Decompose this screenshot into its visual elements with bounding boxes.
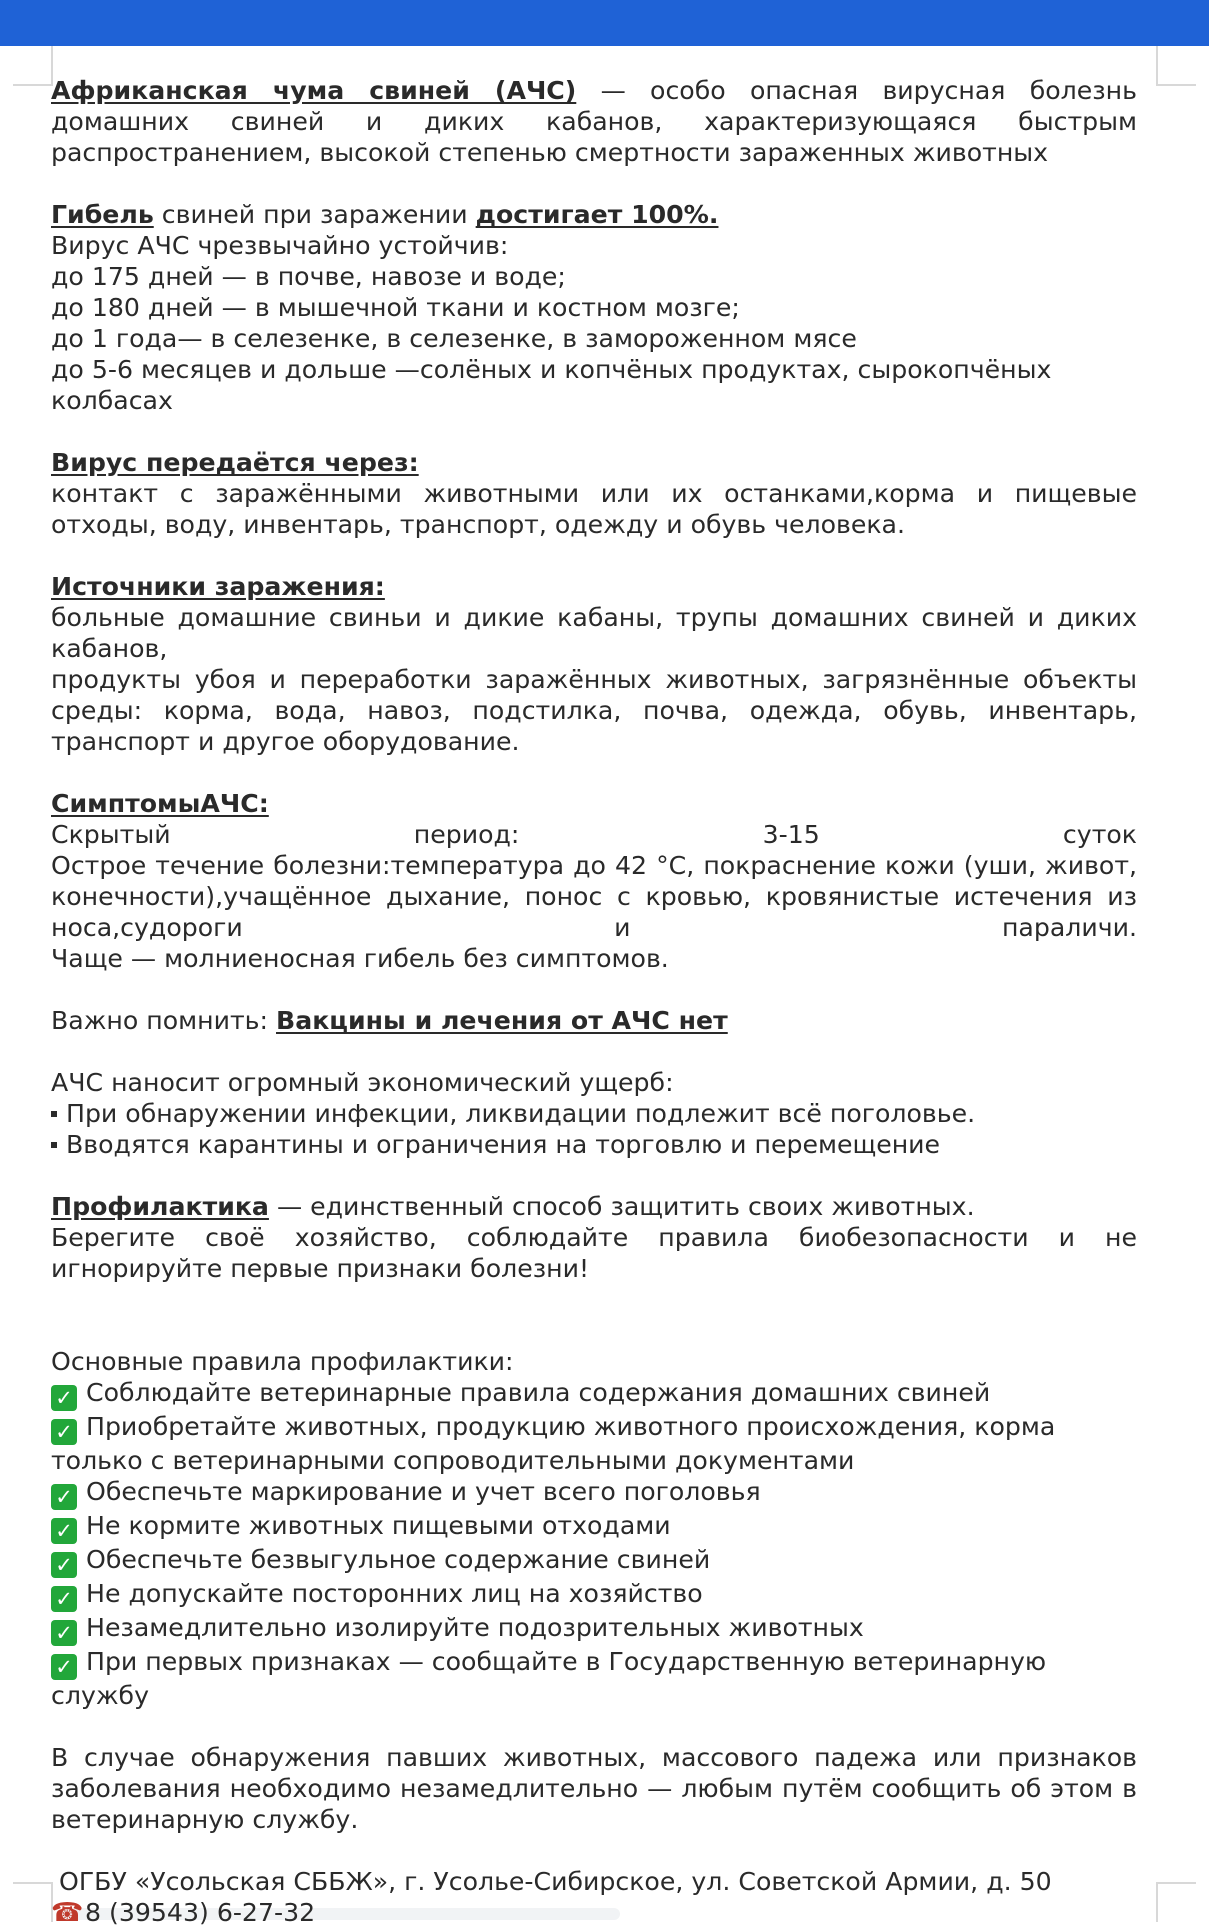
page-corner-mark bbox=[1156, 46, 1196, 86]
damage-heading: АЧС наносит огромный экономический ущерб: bbox=[51, 1068, 674, 1097]
transmission-heading: Вирус передаётся через: bbox=[51, 448, 419, 477]
important-line: Важно помнить: Вакцины и лечения от АЧС нет bbox=[51, 1006, 728, 1035]
bullet-icon bbox=[51, 1111, 57, 1117]
rule-item: ✓ Незамедлительно изолируйте подозрительных животных bbox=[51, 1612, 1137, 1646]
sources-heading: Источники заражения: bbox=[51, 572, 385, 601]
check-mark-icon: ✓ bbox=[51, 1552, 77, 1578]
check-mark-icon: ✓ bbox=[51, 1518, 77, 1544]
transmission-text: контакт с заражёнными животными или их останками,корма и пищевые отходы, воду, инвентарь, транспорт, одежду и обувь человека. bbox=[51, 479, 1137, 539]
top-app-bar bbox=[0, 0, 1209, 46]
symptoms-heading: СимптомыАЧС: bbox=[51, 789, 269, 818]
stability-line: до 5-6 месяцев и дольше —солёных и копчёных продуктах, сырокопчёных колбасах bbox=[51, 355, 1052, 415]
stability-heading: Вирус АЧС чрезвычайно устойчив: bbox=[51, 231, 509, 260]
page-corner-mark bbox=[13, 1882, 53, 1922]
symptoms-acute: Острое течение болезни:температура до 42 °С, покраснение кожи (уши, живот, конечности),учащённое дыхание, понос с кровью, кровянистые истечения из носа,судороги и параличи. bbox=[51, 851, 1137, 942]
prevention-title: Профилактика bbox=[51, 1192, 269, 1221]
rule-item: ✓ Обеспечьте маркирование и учет всего поголовья bbox=[51, 1476, 1137, 1510]
intro-text: — особо опасная вирусная болезнь домашних свиней и диких кабанов, характеризующаяся быстрым распространением, высокой степенью смертности зараженных животных bbox=[51, 76, 1137, 167]
phone-line bbox=[51, 1897, 1137, 1929]
rules-heading: Основные правила профилактики: bbox=[51, 1347, 514, 1376]
document-body bbox=[51, 75, 1137, 1929]
check-mark-icon: ✓ bbox=[51, 1586, 77, 1612]
prevention-appeal: Берегите своё хозяйство, соблюдайте правила биобезопасности и не игнорируйте первые признаки болезни! bbox=[51, 1223, 1137, 1283]
rule-item: ✓ Соблюдайте ветеринарные правила содержания домашних свиней bbox=[51, 1377, 1137, 1411]
stability-line: до 180 дней — в мышечной ткани и костном мозге; bbox=[51, 293, 740, 322]
rule-item: ✓ При первых признаках — сообщайте в Государственную ветеринарную службу bbox=[51, 1647, 1047, 1710]
check-mark-icon: ✓ bbox=[51, 1654, 77, 1680]
page-corner-mark bbox=[1156, 1882, 1196, 1922]
sources-text: больные домашние свиньи и дикие кабаны, трупы домашних свиней и диких кабанов, bbox=[51, 603, 1137, 663]
no-vaccine-text: Вакцины и лечения от АЧС нет bbox=[276, 1006, 728, 1035]
rule-item: ✓ Не допускайте посторонних лиц на хозяйство bbox=[51, 1578, 1137, 1612]
intro-paragraph bbox=[51, 75, 1137, 168]
check-mark-icon: ✓ bbox=[51, 1620, 77, 1646]
check-mark-icon: ✓ bbox=[51, 1484, 77, 1510]
rule-item: ✓ Не кормите животных пищевыми отходами bbox=[51, 1510, 1137, 1544]
symptoms-incubation: Скрытый период: 3-15 суток bbox=[51, 820, 1137, 849]
damage-item: Вводятся карантины и ограничения на торговлю и перемещение bbox=[51, 1129, 1137, 1160]
mortality-line: Гибель свиней при заражении достигает 100%. bbox=[51, 200, 719, 229]
rule-item: ✓ Обеспечьте безвыгульное содержание свиней bbox=[51, 1544, 1137, 1578]
bullet-icon bbox=[51, 1142, 57, 1148]
symptoms-note: Чаще — молниеносная гибель без симптомов. bbox=[51, 944, 669, 973]
check-mark-icon: ✓ bbox=[51, 1419, 77, 1445]
telephone-icon: ☎ bbox=[51, 1898, 84, 1928]
phone-number[interactable]: 8 (39543) 6-27-32 bbox=[85, 1898, 316, 1927]
sources-text: продукты убоя и переработки заражённых животных, загрязнённые объекты среды: корма, вода, навоз, подстилка, почва, одежда, обувь, инвентарь, транспорт и другое оборудование. bbox=[51, 665, 1137, 756]
report-paragraph: В случае обнаружения павших животных, массового падежа или признаков заболевания необходимо незамедлительно — любым путём сообщить об этом в ветеринарную службу. bbox=[51, 1743, 1137, 1834]
rule-item: ✓ Приобретайте животных, продукцию животного происхождения, корма только с ветеринарными сопроводительными документами bbox=[51, 1412, 1056, 1475]
damage-item: При обнаружении инфекции, ликвидации подлежит всё поголовье. bbox=[51, 1098, 1137, 1129]
prevention-line: Профилактика — единственный способ защитить своих животных. bbox=[51, 1192, 975, 1221]
stability-line: до 1 года— в селезенке, в селезенке, в замороженном мясе bbox=[51, 324, 857, 353]
stability-line: до 175 дней — в почве, навозе и воде; bbox=[51, 262, 566, 291]
organization-address: ОГБУ «Усольская СББЖ», г. Усолье-Сибирское, ул. Советской Армии, д. 50 bbox=[59, 1867, 1052, 1896]
check-mark-icon: ✓ bbox=[51, 1385, 77, 1411]
intro-title: Африканская чума свиней (АЧС) bbox=[51, 76, 577, 105]
page-corner-mark bbox=[13, 46, 53, 86]
